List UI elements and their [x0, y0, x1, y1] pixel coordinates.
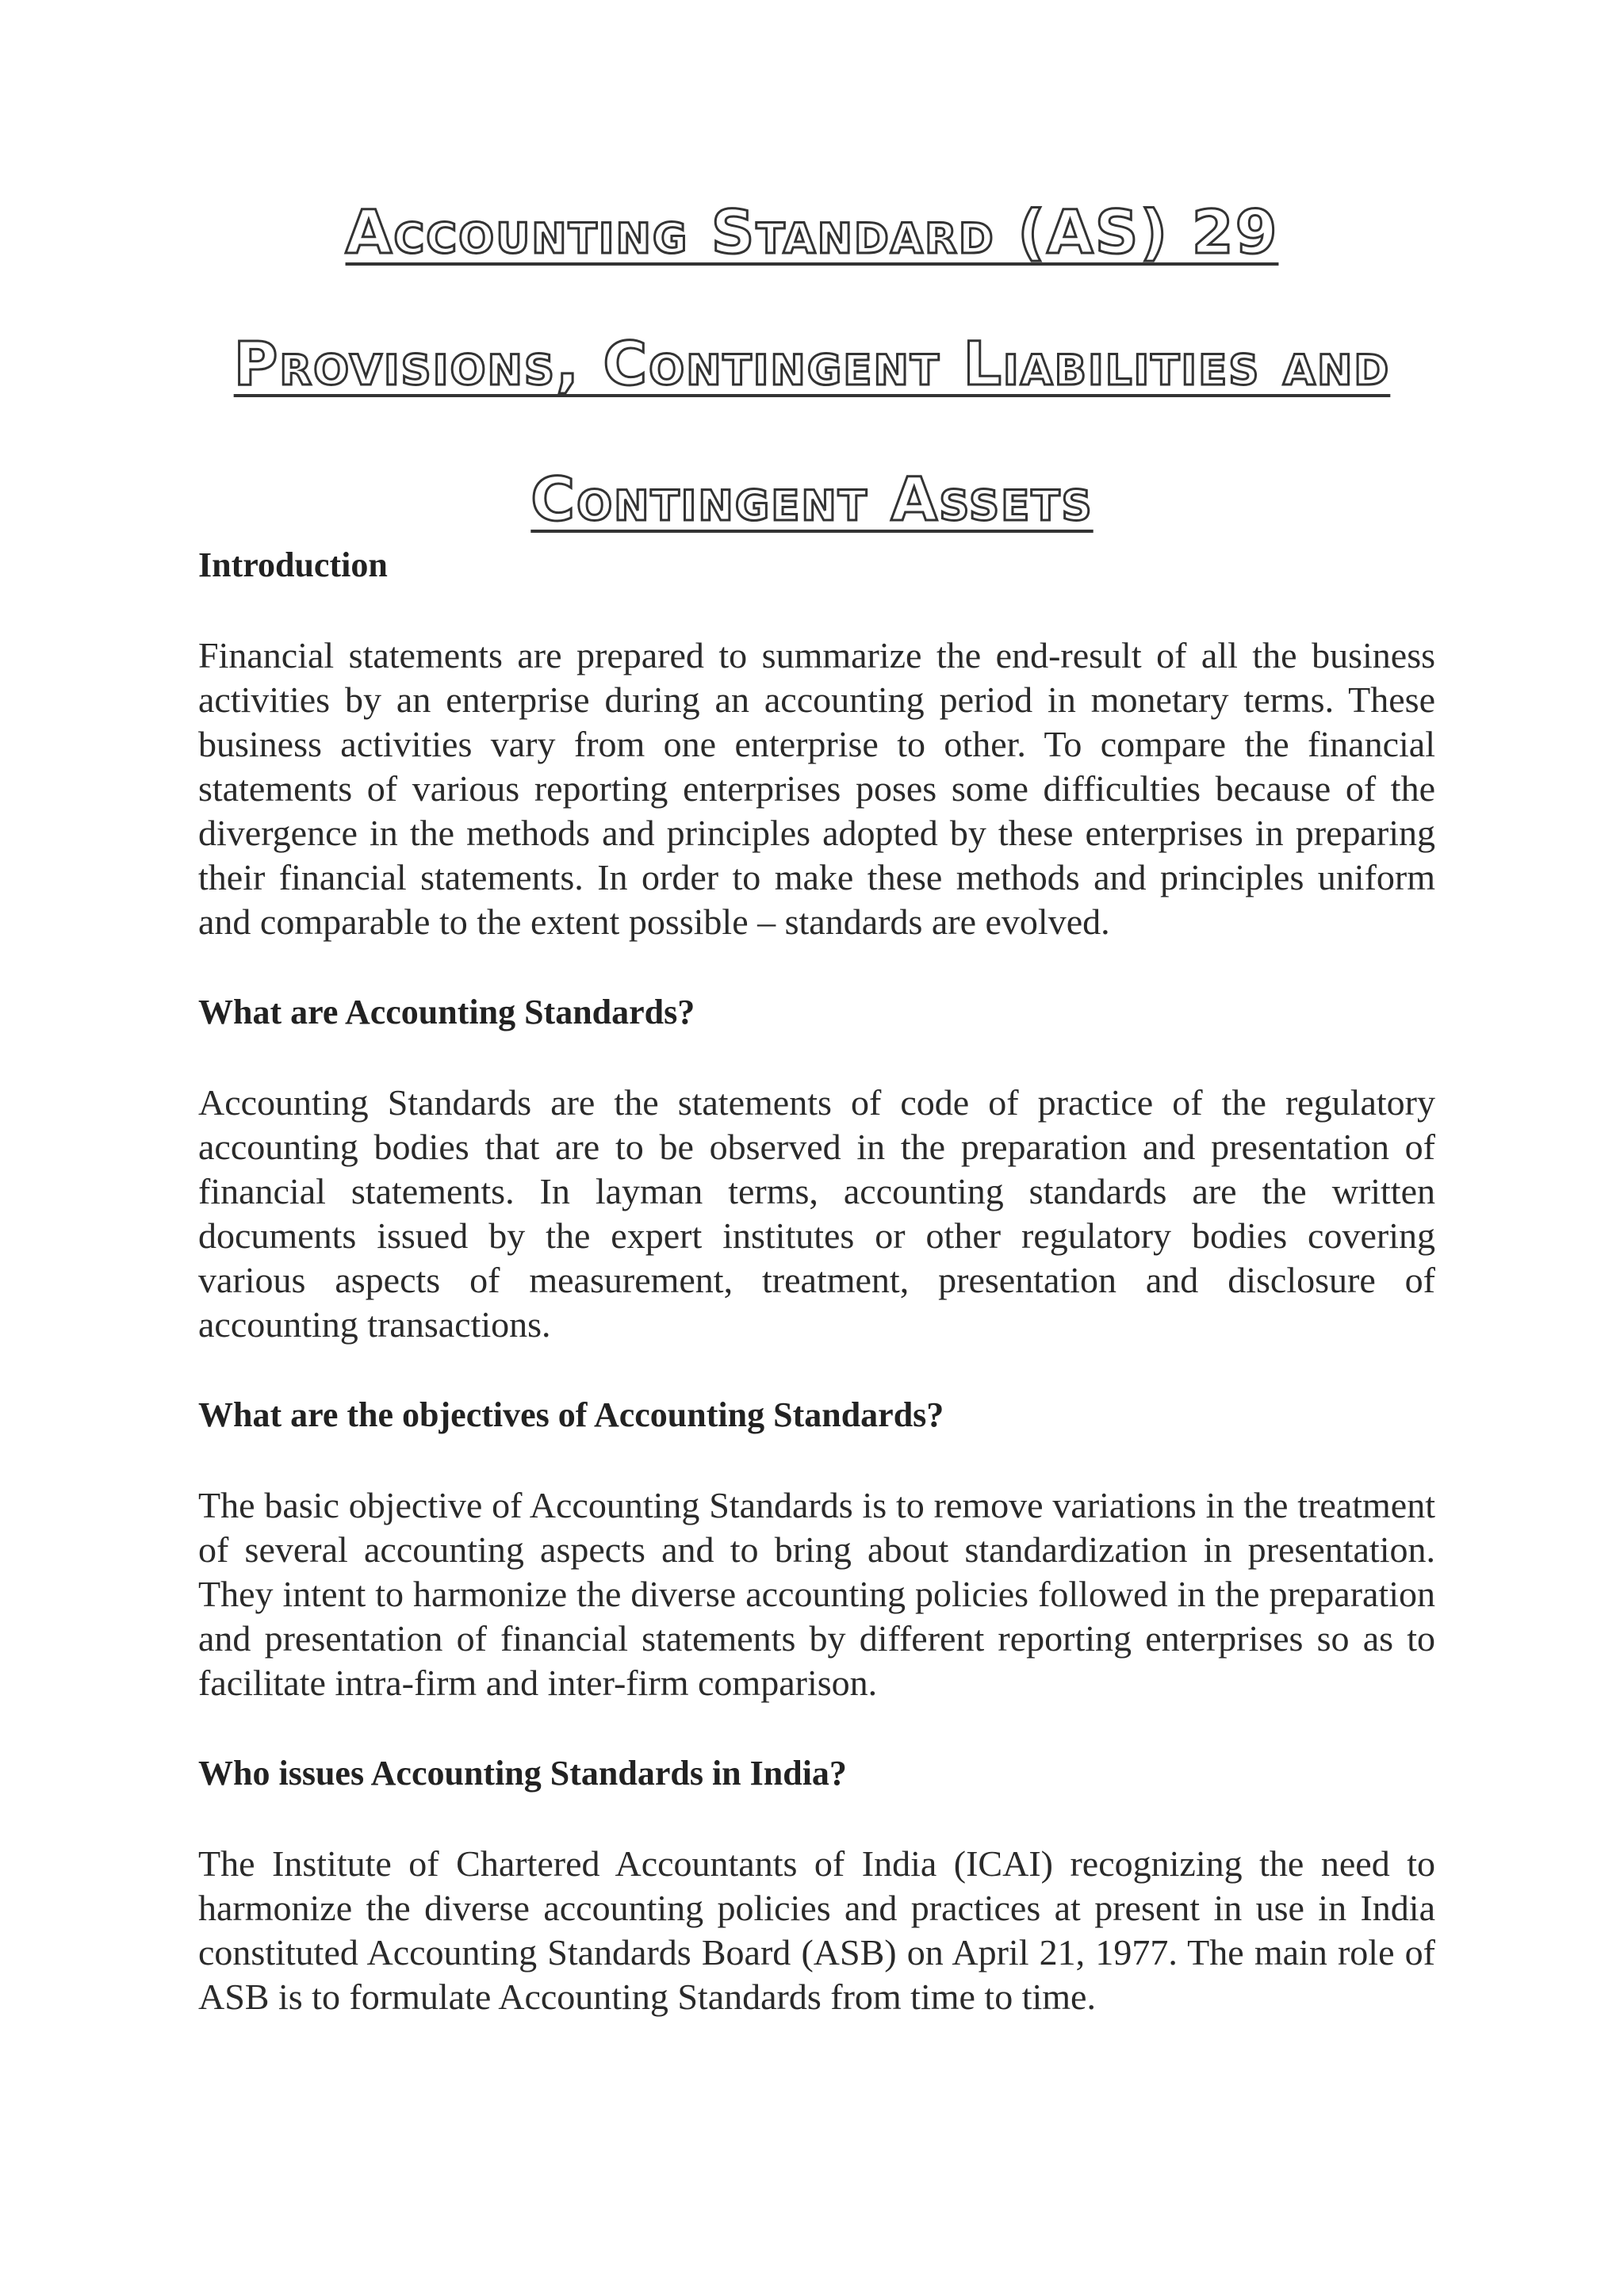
section-heading: What are the objectives of Accounting Standards?: [198, 1395, 944, 1434]
section-objectives: [198, 1393, 1435, 1705]
section-heading: Introduction: [198, 545, 388, 584]
section-what-are-standards: [198, 990, 1435, 1347]
title-line-3: Contingent Assets: [530, 464, 1094, 534]
section-paragraph: Financial statements are prepared to summarize the end-result of all the business activities by an enterprise during an accounting period in monetary terms. These business activities vary from one enterprise to other. To compare the financial statements of various reporting enterprises poses some difficulties because of the divergence in the methods and principles adopted by these enterprises in preparing their financial statements. In order to make these methods and principles uniform and comparable to the extent possible – standards are evolved.: [198, 635, 1435, 942]
section-heading: Who issues Accounting Standards in India?: [198, 1754, 847, 1793]
title-line-1: Accounting Standard (AS) 29: [345, 197, 1279, 267]
document-body: [198, 543, 1435, 2065]
section-who-issues: [198, 1751, 1435, 2019]
document-title: [0, 197, 1624, 534]
section-paragraph: The Institute of Chartered Accountants of India (ICAI) recognizing the need to harmonize the diverse accounting policies and practices at present in use in India constituted Accounting Standards Board (ASB) on April 21, 1977. The main role of ASB is to formulate Accounting Standards from time to time.: [198, 1843, 1435, 2017]
section-introduction: [198, 543, 1435, 944]
section-paragraph: The basic objective of Accounting Standards is to remove variations in the treatment of several accounting aspects and to bring about standardization in presentation. They intent to harmonize the diverse accounting policies followed in the preparation and presentation of financial statements by different reporting enterprises so as to facilitate intra-firm and inter-firm comparison.: [198, 1485, 1435, 1703]
section-heading: What are Accounting Standards?: [198, 993, 695, 1031]
title-line-2: Provisions, Contingent Liabilities and: [233, 328, 1391, 399]
section-paragraph: Accounting Standards are the statements of code of practice of the regulatory accounting bodies that are to be observed in the preparation and presentation of financial statements. In layman terms, accounting standards are the written documents issued by the expert institutes or other regulatory bodies covering various aspects of measurement, treatment, presentation and disclosure of accounting transactions.: [198, 1082, 1435, 1345]
